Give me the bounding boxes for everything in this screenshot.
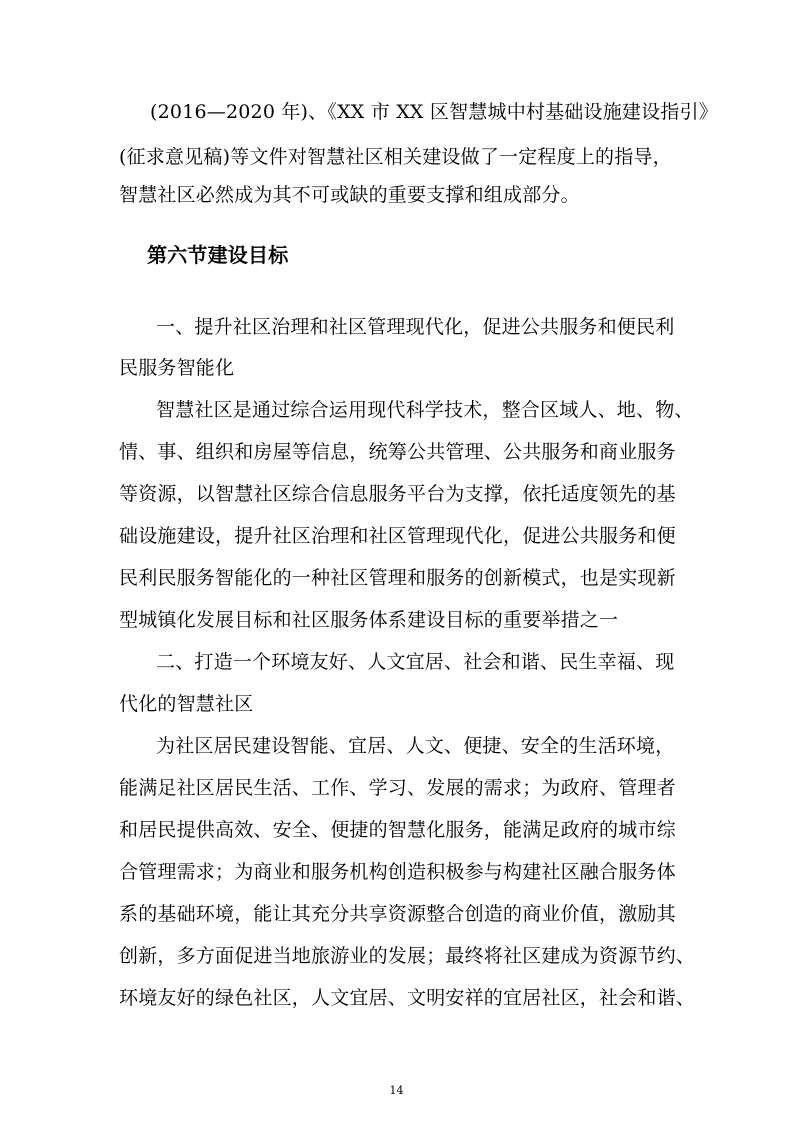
paragraph-line: 等资源，以智慧社区综合信息服务平台为支撑，依托适度领先的基 xyxy=(119,483,676,505)
paragraph-line: 合管理需求；为商业和服务机构创造积极参与构建社区融合服务体 xyxy=(119,861,676,883)
page-number: 14 xyxy=(389,1084,404,1097)
paragraph-line: 智慧社区必然成为其不可或缺的重要支撑和组成部分。 xyxy=(119,184,580,206)
paragraph-line: (2016—2020 年)、《XX 市 XX 区智慧城中村基础设施建设指引》 xyxy=(150,101,718,123)
paragraph-line: 型城镇化发展目标和社区服务体系建设目标的重要举措之一 xyxy=(119,609,619,631)
paragraph-line: 智慧社区是通过综合运用现代科学技术，整合区域人、地、物、 xyxy=(156,399,694,421)
paragraph-line: 民利民服务智能化的一种社区管理和服务的创新模式，也是实现新 xyxy=(119,567,676,589)
goal-title-line: 一、提升社区治理和社区管理现代化，促进公共服务和便民利 xyxy=(156,316,675,338)
goal-title-line: 二、打造一个环境友好、人文宜居、社会和谐、民生幸福、现 xyxy=(156,651,675,673)
goal-title-line: 民服务智能化 xyxy=(119,357,235,379)
paragraph-line: (征求意见稿)等文件对智慧社区相关建设做了一定程度上的指导， xyxy=(119,146,672,168)
paragraph-line: 能满足社区居民生活、工作、学习、发展的需求；为政府、管理者 xyxy=(119,777,676,799)
paragraph-line: 为社区居民建设智能、宜居、人文、便捷、安全的生活环境， xyxy=(156,735,675,757)
paragraph-line: 环境友好的绿色社区，人文宜居、文明安祥的宜居社区，社会和谐、 xyxy=(119,987,696,1009)
paragraph-line: 系的基础环境，能让其充分共享资源整合创造的商业价值，激励其 xyxy=(119,903,676,925)
goal-title-line: 代化的智慧社区 xyxy=(119,693,254,715)
paragraph-line: 础设施建设，提升社区治理和社区管理现代化，促进公共服务和便 xyxy=(119,525,676,547)
paragraph-line: 创新，多方面促进当地旅游业的发展；最终将社区建成为资源节约、 xyxy=(119,945,696,967)
paragraph-line: 和居民提供高效、安全、便捷的智慧化服务，能满足政府的城市综 xyxy=(119,819,676,841)
paragraph-line: 情、事、组织和房屋等信息，统筹公共管理、公共服务和商业服务 xyxy=(119,441,676,463)
section-heading: 第六节建设目标 xyxy=(147,243,289,267)
